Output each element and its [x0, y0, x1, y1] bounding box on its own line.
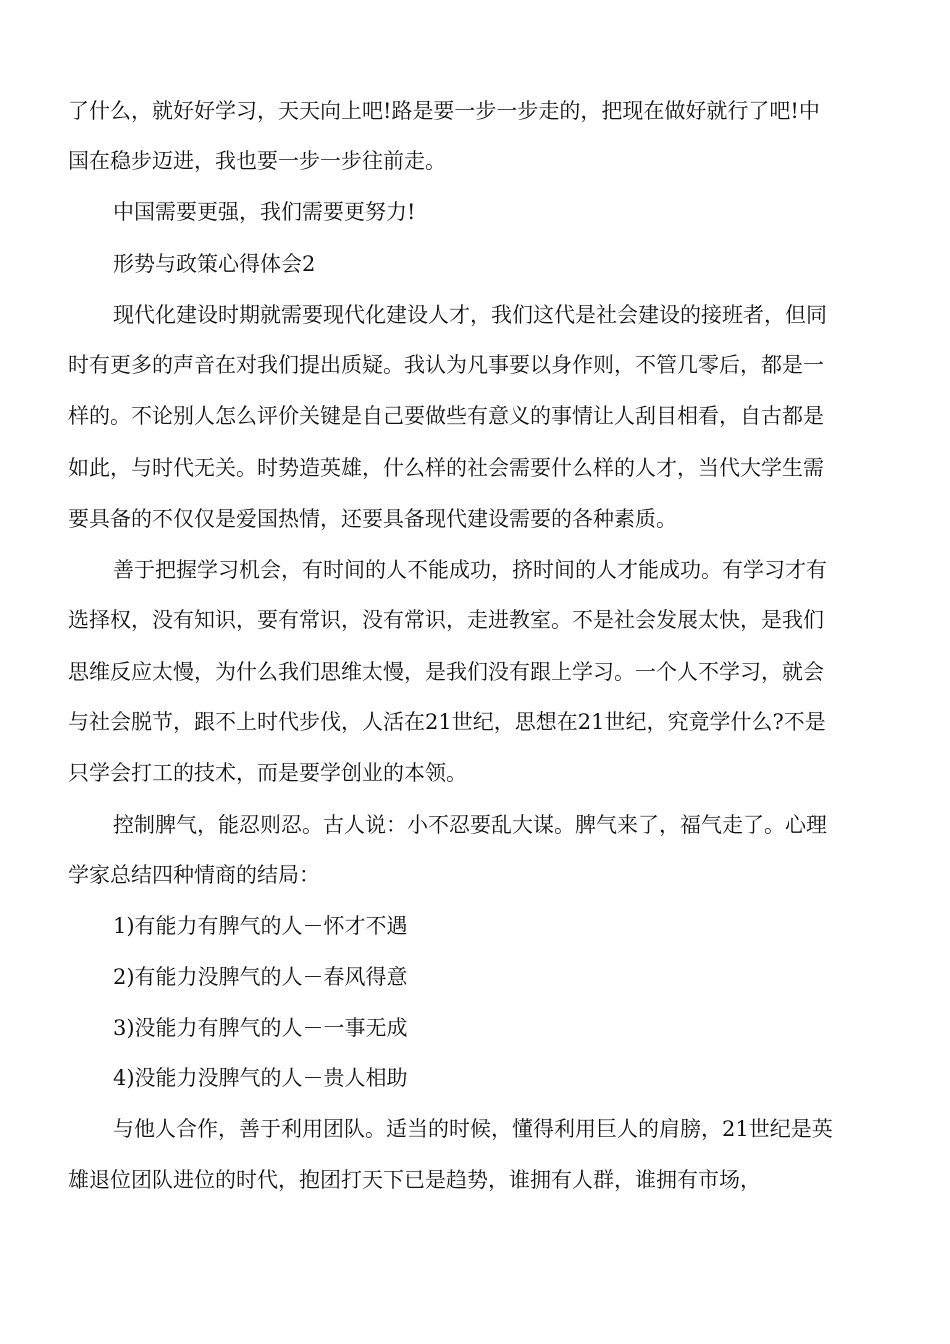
list-item	[0, 911, 950, 941]
text-line-content: 中国需要更强，我们需要更努力!	[113, 200, 416, 224]
text-line-content: 只学会打工的技术，而是要学创业的本领。	[68, 761, 467, 785]
text-line-content: 思维反应太慢，为什么我们思维太慢，是我们没有跟上学习。一个人不学习，就会	[68, 660, 824, 684]
text-line-content: 雄退位团队进位的时代，抱团打天下已是趋势，谁拥有人群，谁拥有市场，	[68, 1168, 761, 1192]
text-line	[0, 555, 950, 585]
text-line	[0, 453, 950, 483]
text-line	[0, 657, 950, 687]
text-line-content: 国在稳步迈进，我也要一步一步往前走。	[68, 149, 446, 173]
section-heading-text: 形势与政策心得体会2	[113, 252, 316, 276]
list-item-text: 1)有能力有脾气的人－怀才不遇	[113, 914, 408, 938]
text-line	[0, 350, 950, 380]
text-line-content: 学家总结四种情商的结局：	[68, 863, 320, 887]
section-heading	[0, 249, 950, 279]
text-line-content: 控制脾气，能忍则忍。古人说：小不忍要乱大谋。脾气来了，福气走了。心理	[113, 813, 827, 837]
text-line	[0, 605, 950, 635]
text-line	[0, 146, 950, 176]
text-line	[0, 96, 950, 126]
text-line	[0, 1165, 950, 1195]
text-line-content: 与他人合作，善于利用团队。适当的时候，懂得利用巨人的肩膀，21世纪是英	[113, 1117, 833, 1141]
text-line	[0, 810, 950, 840]
text-line	[0, 758, 950, 788]
list-item	[0, 962, 950, 992]
text-line	[0, 300, 950, 330]
list-item	[0, 1013, 950, 1043]
text-line	[0, 401, 950, 431]
text-line-content: 样的。不论别人怎么评价关键是自己要做些有意义的事情让人刮目相看，自古都是	[68, 404, 824, 428]
text-line-content: 如此，与时代无关。时势造英雄，什么样的社会需要什么样的人才，当代大学生需	[68, 456, 824, 480]
text-line	[0, 197, 950, 227]
text-line-content: 与社会脱节，跟不上时代步伐，人活在21世纪，思想在21世纪，究竟学什么?不是	[68, 710, 826, 734]
text-line-content: 善于把握学习机会，有时间的人不能成功，挤时间的人才能成功。有学习才有	[113, 558, 827, 582]
text-line-content: 了什么，就好好学习，天天向上吧!路是要一步一步走的，把现在做好就行了吧!中	[68, 99, 820, 123]
text-line	[0, 707, 950, 737]
text-line-content: 选择权，没有知识，要有常识，没有常识，走进教室。不是社会发展太快，是我们	[68, 608, 824, 632]
text-line	[0, 860, 950, 890]
text-line-content: 时有更多的声音在对我们提出质疑。我认为凡事要以身作则，不管几零后，都是一	[68, 353, 824, 377]
text-line	[0, 1114, 950, 1144]
list-item	[0, 1063, 950, 1093]
list-item-text: 2)有能力没脾气的人－春风得意	[113, 965, 408, 989]
text-line-content: 要具备的不仅仅是爱国热情，还要具备现代建设需要的各种素质。	[68, 507, 677, 531]
text-line	[0, 504, 950, 534]
list-item-text: 4)没能力没脾气的人－贵人相助	[113, 1066, 408, 1090]
list-item-text: 3)没能力有脾气的人－一事无成	[113, 1016, 408, 1040]
text-line-content: 现代化建设时期就需要现代化建设人才，我们这代是社会建设的接班者，但同	[113, 303, 827, 327]
